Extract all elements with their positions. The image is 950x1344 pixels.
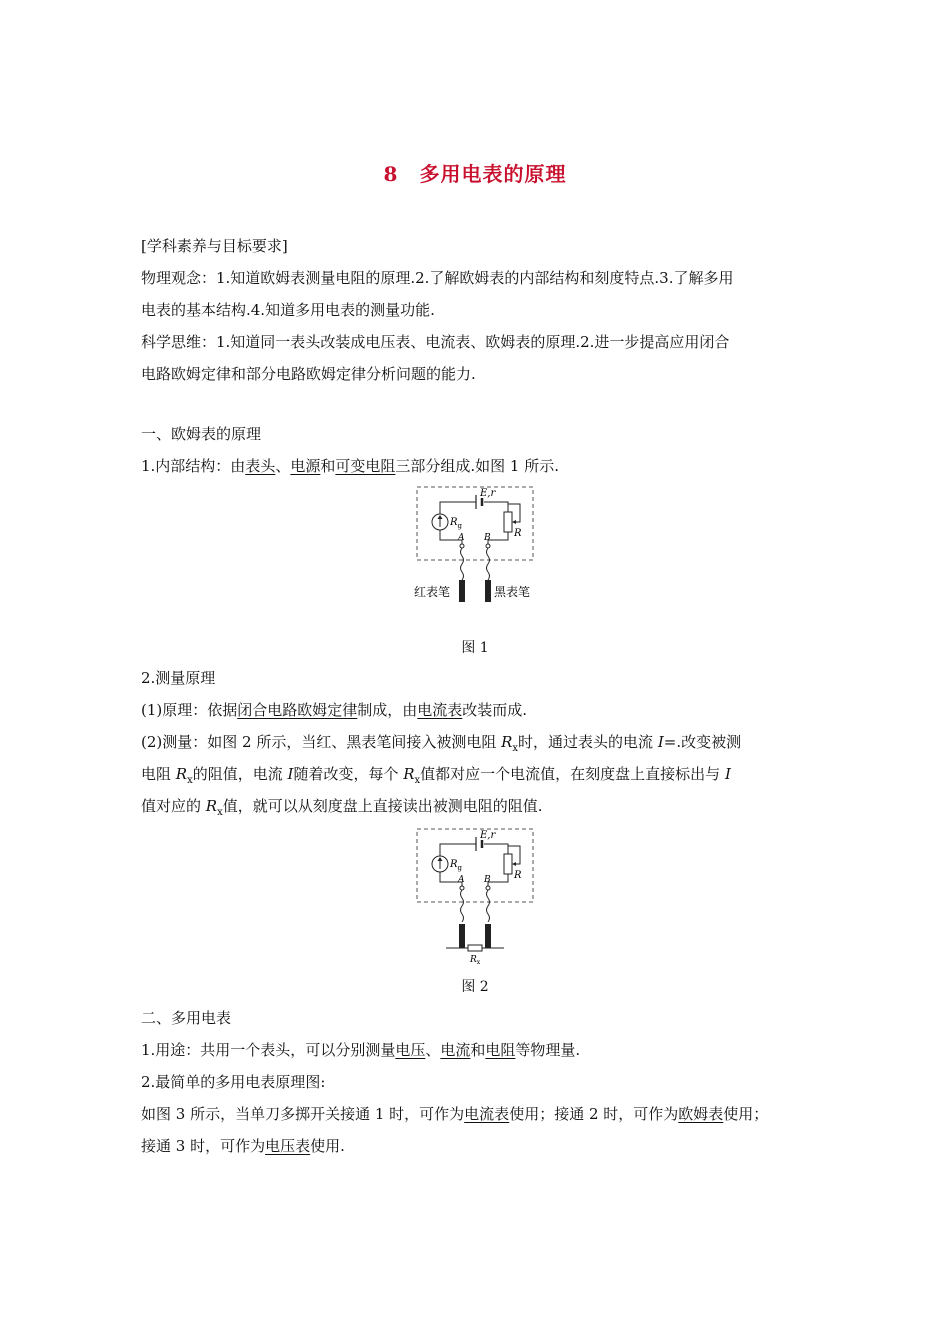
text: 等物理量. xyxy=(515,1041,581,1059)
text: 、 xyxy=(275,457,291,475)
measure-line-2 xyxy=(141,764,731,791)
terminal-b xyxy=(486,886,490,890)
black-lead xyxy=(487,548,490,580)
wire xyxy=(484,502,508,512)
r-label: R xyxy=(514,870,522,881)
figure-1-circuit xyxy=(410,484,540,606)
blank-answer: 电流表 xyxy=(417,701,463,719)
subscript: x xyxy=(217,807,223,818)
text: 时，通过表头的电流 xyxy=(518,733,658,751)
section2-heading: 二、多用电表 xyxy=(141,1009,232,1027)
slider-arrow xyxy=(512,520,516,524)
terminal-a xyxy=(460,886,464,890)
section2-item2: 2.最简单的多用电表原理图: xyxy=(141,1073,326,1091)
symbol: I xyxy=(657,733,664,751)
r-label: R xyxy=(514,528,522,539)
text: (1)原理：依据 xyxy=(141,701,238,719)
blank-answer: 电流表 xyxy=(464,1105,510,1123)
rg-label: $R_g$ xyxy=(450,859,463,872)
black-probe xyxy=(485,924,491,948)
arrow-head xyxy=(438,515,443,519)
red-pen-label: 红表笔 xyxy=(414,585,451,599)
wire xyxy=(488,874,508,886)
text: (2)测量：如图 2 所示，当红、黑表笔间接入被测电阻 xyxy=(141,733,502,751)
black-probe xyxy=(485,580,491,602)
wire xyxy=(508,504,520,522)
figure-2-circuit xyxy=(410,826,540,966)
text: 使用；接通 2 时，可作为 xyxy=(509,1105,679,1123)
symbol: R xyxy=(403,765,415,783)
figure-2-caption: 图 2 xyxy=(461,979,489,995)
text: 随着改变，每个 xyxy=(293,765,404,783)
symbol: R xyxy=(205,797,218,815)
red-probe xyxy=(459,924,465,948)
blank-answer: 闭合电路欧姆定律 xyxy=(237,701,358,719)
measure-line-1 xyxy=(141,732,741,759)
rg-label: $R_g$ xyxy=(450,517,463,530)
blank-answer: 表头 xyxy=(245,457,276,475)
text: 的阻值，电流 xyxy=(192,765,288,783)
wire xyxy=(488,532,508,544)
section1-item1 xyxy=(141,456,559,476)
goals-line-3: 科学思维：1.知道同一表头改装成电压表、电流表、欧姆表的原理.2.进一步提高应用闭合 xyxy=(141,333,730,351)
terminal-a xyxy=(460,544,464,548)
text: =.改变被测 xyxy=(663,733,742,751)
text: 1.用途：共用一个表头，可以分别测量 xyxy=(141,1041,396,1059)
slider-arrow xyxy=(512,862,516,866)
wire xyxy=(484,844,508,854)
rx-resistor-icon xyxy=(468,945,482,951)
symbol: R xyxy=(175,765,188,783)
text: 和 xyxy=(470,1041,486,1059)
blank-answer: 电源 xyxy=(290,457,321,475)
goals-line-1: 物理观念：1.知道欧姆表测量电阻的原理.2.了解欧姆表的内部结构和刻度特点.3.了解多用 xyxy=(141,269,734,287)
resistor-icon xyxy=(504,512,512,532)
blank-answer: 电阻 xyxy=(485,1041,516,1059)
text: 1.内部结构：由 xyxy=(141,457,246,475)
text: 值，就可以从刻度盘上直接读出被测电阻的阻值. xyxy=(222,797,543,815)
battery-label: E,r xyxy=(480,488,496,499)
text: 制成，由 xyxy=(357,701,418,719)
red-lead xyxy=(461,548,464,580)
label-a: A xyxy=(458,875,465,885)
blank-answer: 电压表 xyxy=(265,1137,311,1155)
section2-line4 xyxy=(141,1136,345,1156)
text: 和 xyxy=(320,457,336,475)
blank-answer: 电压 xyxy=(395,1041,426,1059)
symbol: R xyxy=(501,733,513,751)
text: 使用； xyxy=(723,1105,769,1123)
measure-line-3 xyxy=(141,796,543,823)
text: 电阻 xyxy=(141,765,176,783)
goals-line-4: 电路欧姆定律和部分电路欧姆定律分析问题的能力. xyxy=(141,365,476,383)
label-b: B xyxy=(484,533,491,543)
black-lead xyxy=(487,890,490,922)
subscript: x xyxy=(187,775,193,786)
text: 如图 3 所示，当单刀多掷开关接通 1 时，可作为 xyxy=(141,1105,465,1123)
label-a: A xyxy=(458,533,465,543)
terminal-b xyxy=(486,544,490,548)
blank-answer: 电流 xyxy=(440,1041,471,1059)
wire xyxy=(508,846,520,864)
subscript: x xyxy=(414,775,421,786)
resistor-icon xyxy=(504,854,512,874)
item2-heading: 2.测量原理 xyxy=(141,669,216,687)
symbol: I xyxy=(287,765,294,783)
text: 、 xyxy=(425,1041,441,1059)
section2-line3 xyxy=(141,1104,768,1124)
black-pen-label: 黑表笔 xyxy=(494,585,531,599)
goals-header: [学科素养与目标要求] xyxy=(141,237,288,255)
blank-answer: 可变电阻 xyxy=(335,457,396,475)
section2-item1 xyxy=(141,1040,580,1060)
red-lead xyxy=(461,890,464,922)
label-b: B xyxy=(484,875,491,885)
text: 三部分组成.如图 1 所示. xyxy=(395,457,560,475)
text: 值对应的 xyxy=(141,797,206,815)
wire xyxy=(440,844,476,856)
page-title: 8 多用电表的原理 xyxy=(383,162,567,186)
principle-line xyxy=(141,700,527,720)
symbol: I xyxy=(724,765,731,783)
blank-answer: 欧姆表 xyxy=(678,1105,724,1123)
text: 接通 3 时，可作为 xyxy=(141,1137,266,1155)
text: 值都对应一个电流值，在刻度盘上直接标出与 xyxy=(420,765,725,783)
figure-1-caption: 图 1 xyxy=(461,640,489,656)
rx-label: $R_x$ xyxy=(470,955,481,966)
subscript: x xyxy=(512,743,519,754)
section1-heading: 一、欧姆表的原理 xyxy=(141,425,262,443)
wire xyxy=(440,502,476,514)
text: 使用. xyxy=(310,1137,345,1155)
goals-line-2: 电表的基本结构.4.知道多用电表的测量功能. xyxy=(141,301,435,319)
arrow-head xyxy=(438,857,443,861)
battery-label: E,r xyxy=(480,830,496,841)
red-probe xyxy=(459,580,465,602)
text: 改装而成. xyxy=(462,701,528,719)
